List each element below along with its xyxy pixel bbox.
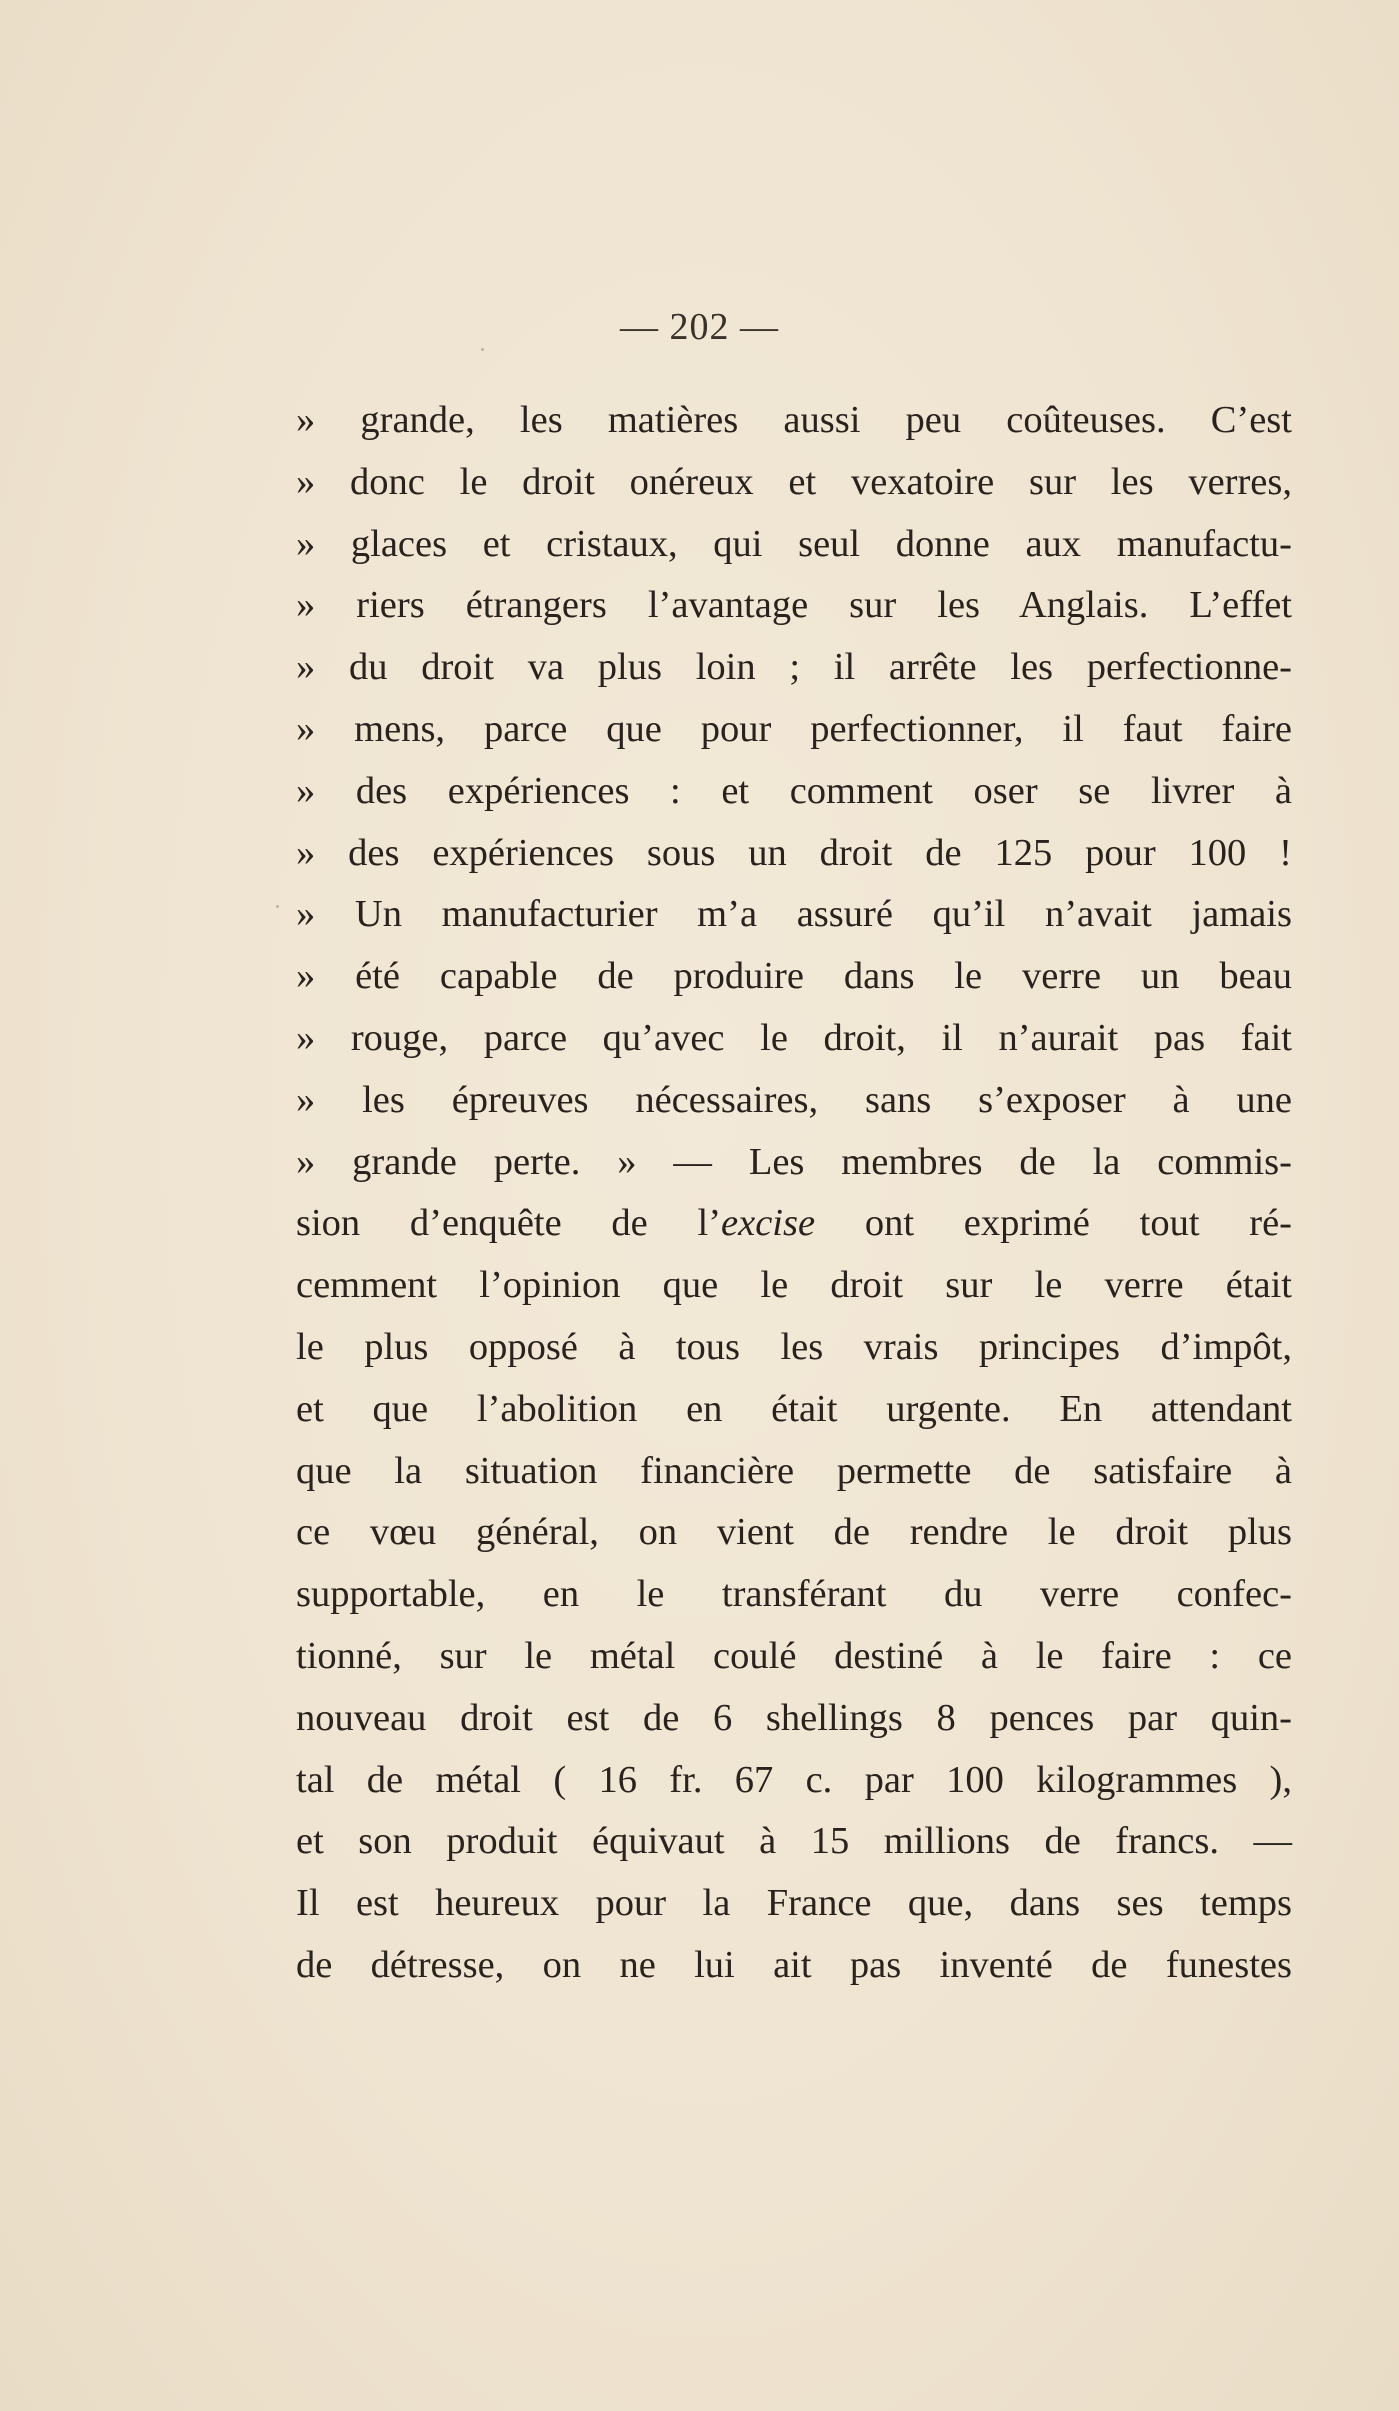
text-line: Il est heureux pour la France que, dans ses temps <box>296 1882 1292 1925</box>
text-line: » des expériences : et comment oser se livrer à <box>296 769 1292 812</box>
text-line: que la situation financière permette de satisfaire à <box>296 1449 1292 1492</box>
text-line: » été capable de produire dans le verre un beau <box>296 955 1292 998</box>
text-line: tal de métal ( 16 fr. 67 c. par 100 kilogrammes ), <box>296 1758 1292 1801</box>
text-line: et son produit équivaut à 15 millions de francs. — <box>296 1820 1292 1863</box>
page-number: — 202 — <box>620 306 779 348</box>
text-line: » rouge, parce qu’avec le droit, il n’aurait pas fait <box>296 1016 1292 1059</box>
text-line: de détresse, on ne lui ait pas inventé de funestes <box>296 1943 1292 1986</box>
text-line: tionné, sur le métal coulé destiné à le faire : ce <box>296 1634 1292 1677</box>
body-text <box>296 390 1292 1997</box>
text-segment: sion d’enquête de l’ <box>296 1202 722 1245</box>
text-line: le plus opposé à tous les vrais principes d’impôt, <box>296 1325 1292 1368</box>
text-line: supportable, en le transférant du verre confec- <box>296 1573 1292 1616</box>
text-line: et que l’abolition en était urgente. En attendant <box>296 1387 1292 1430</box>
text-line: » grande, les matières aussi peu coûteuses. C’est <box>296 399 1292 441</box>
text-line: » des expériences sous un droit de 125 pour 100 ! <box>296 831 1292 874</box>
text-line: » glaces et cristaux, qui seul donne aux manufactu- <box>296 522 1292 565</box>
paper-speck <box>276 905 279 908</box>
text-segment: ont exprimé tout ré- <box>815 1202 1292 1245</box>
text-line: cemment l’opinion que le droit sur le verre était <box>296 1264 1292 1307</box>
text-line: » du droit va plus loin ; il arrête les perfectionne- <box>296 646 1292 689</box>
text-line: » donc le droit onéreux et vexatoire sur les verres, <box>296 460 1292 503</box>
text-line: nouveau droit est de 6 shellings 8 pences par quin- <box>296 1696 1292 1739</box>
text-line-with-italic <box>296 1193 1292 1255</box>
text-line: » grande perte. » — Les membres de la commis- <box>296 1140 1292 1183</box>
text-line: » riers étrangers l’avantage sur les Anglais. L’effet <box>296 584 1292 627</box>
text-line: » mens, parce que pour perfectionner, il faut faire <box>296 707 1292 750</box>
text-line: » Un manufacturier m’a assuré qu’il n’avait jamais <box>296 893 1292 936</box>
text-line: » les épreuves nécessaires, sans s’exposer à une <box>296 1078 1292 1121</box>
text-line: ce vœu général, on vient de rendre le droit plus <box>296 1511 1292 1554</box>
italic-word: excise <box>721 1202 816 1245</box>
